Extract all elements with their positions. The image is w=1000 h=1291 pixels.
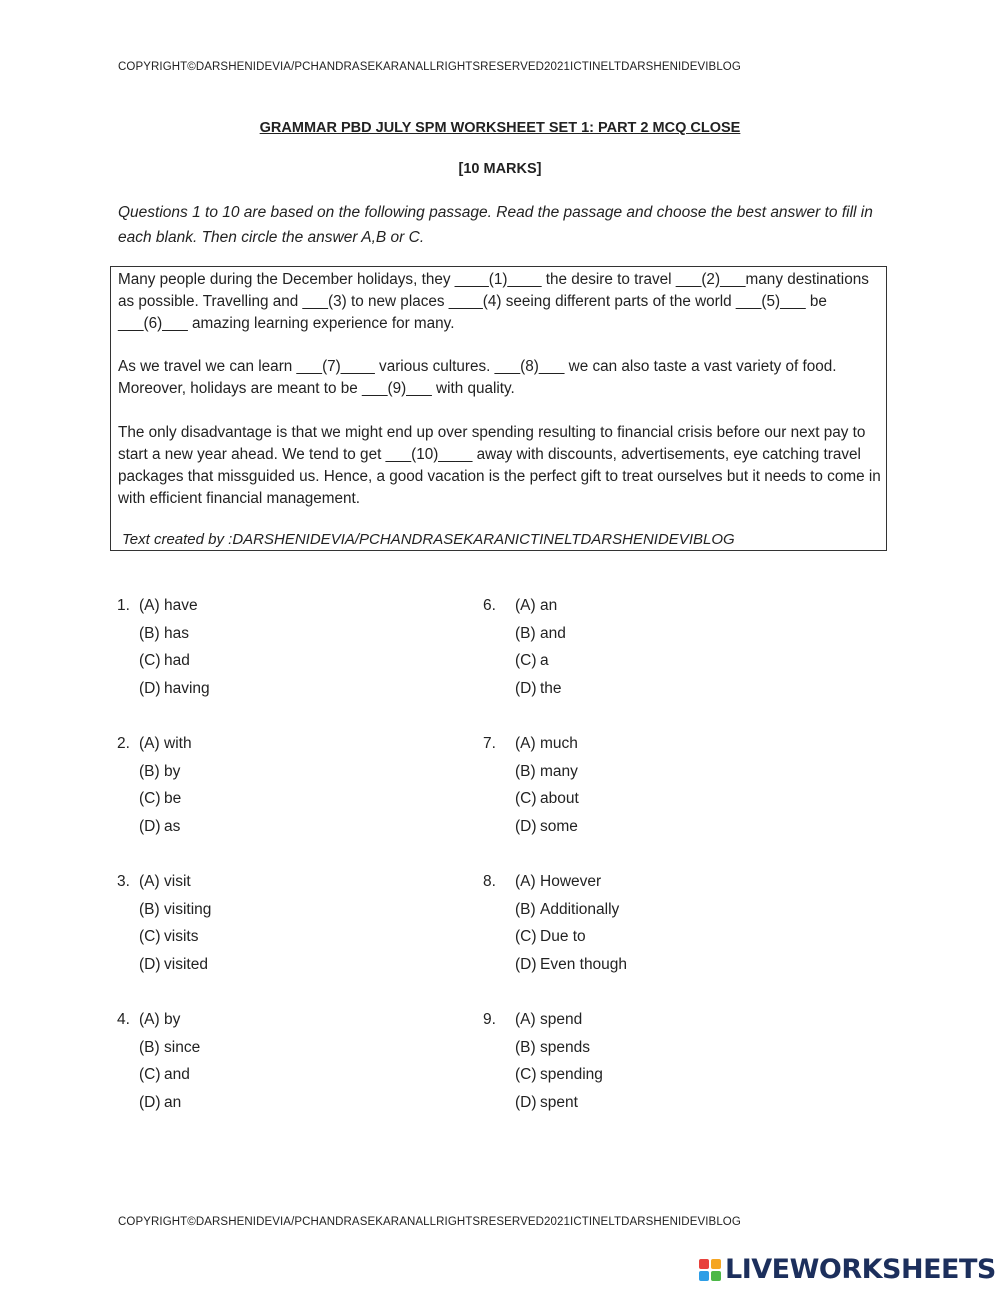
option-text[interactable]: visits [164, 928, 199, 946]
option-text[interactable]: spend [540, 1011, 583, 1028]
copyright-header: COPYRIGHT©DARSHENIDEVIA/PCHANDRASEKARANALLRIGHTSRESERVED2021ICTINELTDARSHENIDEVIBLOG [118, 61, 741, 73]
option-letter[interactable]: (D) [515, 680, 537, 698]
option-letter[interactable]: (B) [139, 624, 160, 642]
option-text[interactable]: Additionally [540, 900, 620, 918]
option-text[interactable]: visit [164, 873, 191, 890]
option-text[interactable]: by [164, 762, 181, 780]
option-letter[interactable]: (B) [515, 624, 536, 642]
option-text[interactable]: as [164, 818, 181, 836]
option-text[interactable]: has [164, 624, 189, 642]
option-text[interactable]: However [540, 873, 602, 890]
option-text[interactable]: spends [540, 1038, 590, 1056]
option-letter[interactable]: (A) [139, 873, 160, 890]
logo-block-i [711, 1259, 721, 1269]
question-9 [483, 1006, 603, 1117]
option-letter[interactable]: (D) [139, 818, 161, 836]
option-letter[interactable]: (D) [515, 1094, 537, 1112]
option-text[interactable]: some [540, 818, 578, 836]
option-text[interactable]: and [540, 624, 566, 642]
option-text[interactable]: spending [540, 1066, 603, 1084]
option-letter[interactable]: (D) [139, 956, 161, 974]
passage-box [110, 266, 887, 551]
logo-block-e [711, 1271, 721, 1281]
worksheet-title: GRAMMAR PBD JULY SPM WORKSHEET SET 1: PART 2 MCQ CLOSE [259, 120, 741, 136]
option-text[interactable]: Due to [540, 928, 586, 946]
question-number: 4. [117, 1011, 130, 1028]
question-8 [483, 868, 627, 979]
option-letter[interactable]: (A) [515, 735, 536, 752]
option-text[interactable]: have [164, 597, 198, 614]
option-text[interactable]: be [164, 790, 182, 808]
option-text[interactable]: a [540, 652, 549, 670]
option-letter[interactable]: (C) [139, 928, 161, 946]
question-7 [483, 730, 579, 841]
question-number: 2. [117, 735, 130, 752]
instructions: Questions 1 to 10 are based on the following passage. Read the passage and choose the best answer to fill in each blank. Then circle the answer A,B or C. [118, 204, 873, 246]
passage-paragraph-3: The only disadvantage is that we might end up over spending resulting to financial crisis before our next pay to start a new year ahead. We tend to get ___(10)____ away with discounts, advertisements, eye catching travel packages that missguided us. Hence, a good vacation is the perfect gift to treat ourselves but it needs to come in with efficient financial management. [118, 424, 881, 507]
passage-paragraph-2: As we travel we can learn ___(7)____ various cultures. ___(8)___ we can also taste a vast variety of food. Moreover, holidays are meant to be ___(9)___ with quality. [118, 358, 837, 397]
option-letter[interactable]: (A) [515, 597, 536, 614]
option-text[interactable]: spent [540, 1094, 578, 1112]
option-letter[interactable]: (D) [139, 680, 161, 698]
option-text[interactable]: about [540, 790, 579, 808]
question-2 [117, 730, 192, 841]
option-letter[interactable]: (A) [515, 1011, 536, 1028]
option-text[interactable]: much [540, 735, 578, 752]
option-text[interactable]: Even though [540, 956, 628, 974]
option-text[interactable]: by [164, 1011, 181, 1028]
option-letter[interactable]: (C) [515, 652, 537, 670]
option-letter[interactable]: (A) [139, 735, 160, 752]
option-letter[interactable]: (D) [515, 956, 537, 974]
question-3 [117, 868, 211, 979]
option-letter[interactable]: (B) [515, 762, 536, 780]
option-letter[interactable]: (B) [139, 762, 160, 780]
option-letter[interactable]: (D) [139, 1094, 161, 1112]
copyright-footer: COPYRIGHT©DARSHENIDEVIA/PCHANDRASEKARANALLRIGHTSRESERVED2021ICTINELTDARSHENIDEVIBLOG [118, 1216, 741, 1228]
liveworksheets-logo [699, 1254, 996, 1285]
option-text[interactable]: with [164, 735, 192, 752]
option-letter[interactable]: (B) [139, 900, 160, 918]
logo-text: LIVEWORKSHEETS [725, 1254, 996, 1285]
option-text[interactable]: visited [164, 956, 208, 974]
logo-blocks-icon [699, 1259, 721, 1281]
passage-paragraph-1: Many people during the December holidays, they ____(1)____ the desire to travel ___(2)___many destinations as possible. Travelling and ___(3) to new places ____(4) seeing different parts of the world ___(5)___ be ___(6)___ amazing learning experience for many. [118, 271, 869, 332]
option-text[interactable]: and [164, 1066, 190, 1084]
question-number: 6. [483, 597, 496, 614]
option-letter[interactable]: (A) [515, 873, 536, 890]
logo-block-l [699, 1259, 709, 1269]
option-text[interactable]: the [540, 680, 562, 698]
question-number: 1. [117, 597, 130, 614]
option-text[interactable]: since [164, 1038, 201, 1056]
question-number: 8. [483, 873, 496, 890]
option-letter[interactable]: (C) [139, 790, 161, 808]
question-number: 3. [117, 873, 130, 890]
option-letter[interactable]: (C) [139, 652, 161, 670]
option-text[interactable]: visiting [164, 900, 212, 918]
option-letter[interactable]: (B) [515, 900, 536, 918]
option-text[interactable]: an [540, 597, 558, 614]
option-letter[interactable]: (B) [515, 1038, 536, 1056]
option-text[interactable]: having [164, 680, 210, 698]
option-letter[interactable]: (C) [515, 928, 537, 946]
logo-block-v [699, 1271, 709, 1281]
marks-label: [10 MARKS] [458, 161, 542, 177]
option-letter[interactable]: (D) [515, 818, 537, 836]
option-letter[interactable]: (C) [515, 790, 537, 808]
option-letter[interactable]: (A) [139, 1011, 160, 1028]
passage-credit: Text created by :DARSHENIDEVIA/PCHANDRASEKARANICTINELTDARSHENIDEVIBLOG [122, 531, 735, 548]
option-letter[interactable]: (B) [139, 1038, 160, 1056]
question-1 [117, 592, 210, 703]
option-letter[interactable]: (A) [139, 597, 160, 614]
question-number: 9. [483, 1011, 496, 1028]
option-letter[interactable]: (C) [515, 1066, 537, 1084]
option-text[interactable]: an [164, 1094, 182, 1112]
option-text[interactable]: had [164, 652, 190, 670]
question-6 [483, 592, 566, 703]
question-number: 7. [483, 735, 496, 752]
question-4 [117, 1006, 200, 1117]
option-letter[interactable]: (C) [139, 1066, 161, 1084]
option-text[interactable]: many [540, 762, 578, 780]
